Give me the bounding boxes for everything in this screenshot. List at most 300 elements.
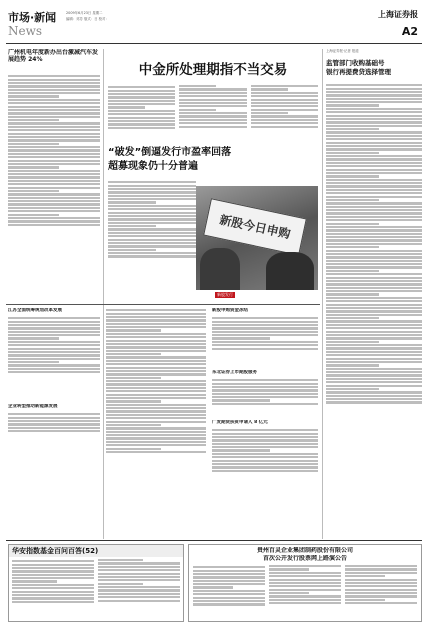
text-line	[326, 128, 379, 130]
text-line	[12, 587, 94, 589]
text-line	[326, 293, 379, 295]
text-line	[326, 341, 379, 343]
date-line: 2009年6月23日 星期二	[66, 11, 103, 15]
text-line	[179, 122, 246, 124]
text-line	[269, 579, 341, 581]
text-line	[326, 84, 422, 86]
text-line	[108, 235, 196, 237]
left-headline: 广州机电年度新办出台激减汽车发展趋势 24%	[8, 49, 99, 63]
text-line	[212, 383, 318, 385]
text-line	[108, 215, 196, 217]
text-line	[106, 427, 206, 429]
text-line	[12, 570, 94, 572]
text-line	[326, 94, 422, 96]
text-line	[212, 396, 318, 398]
text-line	[108, 225, 156, 227]
text-line	[179, 92, 246, 94]
text-line	[108, 232, 196, 234]
text-line	[326, 189, 422, 191]
text-line	[108, 255, 196, 257]
text-line	[8, 430, 100, 432]
text-line	[326, 246, 379, 248]
text-line	[8, 119, 59, 121]
text-line	[106, 383, 206, 385]
text-line	[326, 297, 422, 299]
text-line	[345, 585, 417, 587]
text-line	[326, 162, 422, 164]
text-line	[326, 253, 422, 255]
text-line	[326, 347, 422, 349]
text-line	[212, 456, 318, 458]
text-line	[326, 192, 422, 194]
text-line	[8, 420, 100, 422]
text-line	[8, 354, 100, 356]
text-line	[8, 126, 100, 128]
text-line	[108, 208, 196, 210]
text-line	[8, 321, 100, 323]
text-line	[251, 119, 318, 121]
text-line	[8, 139, 100, 141]
text-line	[345, 575, 385, 577]
text-line	[326, 179, 422, 181]
text-line	[326, 378, 422, 380]
text-line	[106, 333, 206, 335]
lower-item-5-title: 东北证券上市期股服务	[212, 370, 257, 375]
text-line	[106, 387, 206, 389]
photo-figure-2	[266, 252, 314, 290]
text-line	[179, 95, 246, 97]
text-line	[106, 340, 206, 342]
text-line	[106, 373, 206, 375]
text-line	[326, 202, 422, 204]
text-line	[326, 223, 379, 225]
text-line	[345, 602, 417, 604]
text-line	[106, 356, 206, 358]
text-line	[212, 321, 318, 323]
lower-item-3-body	[212, 316, 318, 366]
text-line	[193, 580, 265, 582]
text-line	[98, 589, 180, 591]
text-line	[212, 393, 318, 395]
text-line	[326, 233, 422, 235]
text-line	[108, 218, 196, 220]
ad-left-title: 华安指数基金百问百答(52)	[9, 545, 183, 557]
text-line	[269, 595, 341, 597]
text-line	[251, 99, 318, 101]
text-line	[98, 583, 143, 585]
text-line	[269, 572, 341, 574]
text-line	[193, 570, 265, 572]
text-line	[106, 417, 206, 419]
text-line	[326, 121, 422, 123]
text-line	[108, 185, 196, 187]
text-line	[98, 566, 180, 568]
text-line	[98, 586, 180, 588]
text-line	[326, 331, 422, 333]
text-line	[8, 327, 100, 329]
lower-col-3	[212, 308, 318, 538]
text-line	[326, 158, 422, 160]
masthead-rule	[6, 43, 422, 44]
text-line	[106, 309, 206, 311]
text-line	[212, 429, 318, 431]
text-line	[108, 120, 175, 122]
text-line	[179, 105, 246, 107]
text-line	[269, 599, 341, 601]
text-line	[8, 106, 100, 108]
text-line	[106, 329, 161, 331]
text-line	[193, 573, 265, 575]
text-line	[8, 344, 100, 346]
text-line	[193, 593, 265, 595]
text-line	[108, 106, 145, 108]
text-line	[326, 165, 422, 167]
text-line	[193, 566, 265, 568]
text-line	[108, 117, 175, 119]
lower-rule	[6, 304, 320, 305]
text-line	[326, 368, 422, 370]
ad-right-body	[193, 565, 417, 621]
text-line	[8, 427, 100, 429]
text-line	[106, 448, 161, 450]
text-line	[108, 113, 175, 115]
text-line	[98, 576, 180, 578]
text-line	[108, 195, 196, 197]
text-line	[108, 103, 175, 105]
section-title: 市场·新闻	[8, 11, 57, 24]
right-headline-1: 监管部门收购基础号	[326, 59, 385, 67]
text-line	[8, 423, 100, 425]
text-line	[326, 185, 422, 187]
text-line	[326, 212, 422, 214]
text-line	[326, 175, 379, 177]
text-line	[12, 560, 94, 562]
text-line	[326, 125, 422, 127]
text-line	[212, 379, 318, 381]
left-body	[8, 74, 100, 284]
text-line	[326, 169, 422, 171]
text-line	[8, 156, 100, 158]
text-line	[12, 574, 94, 576]
text-line	[251, 126, 318, 128]
text-line	[106, 343, 206, 345]
text-line	[8, 351, 100, 353]
text-line	[8, 99, 100, 101]
text-line	[8, 163, 100, 165]
text-line	[326, 398, 422, 400]
text-line	[326, 229, 422, 231]
text-line	[106, 441, 206, 443]
text-line	[326, 91, 422, 93]
text-line	[326, 364, 379, 366]
text-line	[326, 374, 422, 376]
text-line	[193, 597, 265, 599]
text-line	[345, 582, 417, 584]
text-line	[326, 361, 422, 363]
text-line	[8, 193, 100, 195]
text-line	[8, 112, 100, 114]
text-line	[251, 92, 318, 94]
text-line	[193, 583, 265, 585]
text-line	[8, 183, 100, 185]
text-line	[269, 589, 341, 591]
text-line	[269, 568, 309, 570]
text-line	[212, 399, 270, 401]
text-line	[193, 576, 265, 578]
text-line	[326, 182, 422, 184]
text-line	[212, 334, 318, 336]
text-line	[12, 584, 94, 586]
text-line	[8, 190, 59, 192]
text-line	[106, 350, 206, 352]
text-line	[8, 341, 100, 343]
text-line	[345, 599, 385, 601]
photo-figure	[200, 248, 240, 290]
text-line	[108, 242, 196, 244]
text-line	[8, 92, 100, 94]
text-line	[8, 95, 59, 97]
text-line	[108, 110, 175, 112]
text-line	[108, 127, 175, 129]
text-line	[106, 380, 206, 382]
right-body	[326, 83, 422, 523]
story2-headline-1: “破发”倒逼发行市盈率回落	[108, 147, 232, 158]
text-line	[179, 102, 246, 104]
text-line	[326, 101, 422, 103]
text-line	[8, 224, 100, 226]
text-line	[179, 112, 246, 114]
text-line	[108, 90, 175, 92]
editor-line: 编辑：邓芳 版式：日 校对：	[66, 17, 109, 21]
text-line	[326, 226, 422, 228]
text-line	[106, 346, 206, 348]
text-line	[326, 385, 422, 387]
text-line	[251, 115, 318, 117]
text-line	[326, 283, 422, 285]
text-line	[345, 595, 417, 597]
text-line	[106, 370, 206, 372]
text-line	[326, 273, 422, 275]
text-line	[98, 562, 180, 564]
text-line	[326, 280, 422, 282]
text-line	[8, 361, 59, 363]
text-line	[326, 131, 422, 133]
text-line	[326, 358, 422, 360]
text-line	[108, 212, 196, 214]
text-line	[326, 118, 422, 120]
text-line	[212, 470, 318, 472]
text-line	[8, 166, 59, 168]
text-line	[8, 129, 100, 131]
text-line	[212, 446, 318, 448]
text-line	[212, 386, 318, 388]
text-line	[8, 136, 100, 138]
text-line	[8, 149, 100, 151]
text-line	[193, 603, 265, 605]
text-line	[269, 602, 341, 604]
bottom-rule	[6, 540, 422, 541]
text-line	[326, 209, 422, 211]
text-line	[98, 569, 180, 571]
text-line	[326, 324, 422, 326]
ad-right	[188, 544, 422, 622]
text-line	[326, 371, 422, 373]
text-line	[326, 138, 422, 140]
text-line	[251, 112, 288, 114]
text-line	[98, 593, 180, 595]
text-line	[8, 217, 100, 219]
text-line	[12, 564, 94, 566]
text-line	[269, 585, 341, 587]
text-line	[106, 451, 206, 453]
text-line	[8, 79, 100, 81]
right-column	[326, 49, 422, 539]
text-line	[212, 389, 318, 391]
text-line	[212, 433, 318, 435]
text-line	[12, 580, 57, 582]
text-line	[8, 200, 100, 202]
text-line	[8, 220, 100, 222]
text-line	[193, 590, 265, 592]
text-line	[8, 75, 100, 77]
text-line	[108, 93, 175, 95]
text-line	[108, 222, 196, 224]
text-line	[326, 115, 422, 117]
text-line	[8, 89, 100, 91]
text-line	[269, 575, 341, 577]
text-line	[251, 95, 318, 97]
text-line	[108, 181, 196, 183]
text-line	[8, 133, 100, 135]
text-line	[326, 98, 422, 100]
ad-left	[8, 544, 184, 622]
text-line	[326, 239, 422, 241]
text-line	[8, 153, 100, 155]
text-line	[326, 304, 422, 306]
text-line	[8, 85, 100, 87]
text-line	[12, 597, 94, 599]
text-line	[193, 600, 265, 602]
text-line	[98, 573, 180, 575]
lower-item-4-title: 广发期货扶贫申请人 8 亿元	[212, 420, 268, 425]
text-line	[326, 320, 422, 322]
text-line	[108, 188, 196, 190]
right-headline-2: 银行再提费贷选择管理	[326, 68, 391, 76]
text-line	[212, 331, 318, 333]
text-line	[8, 197, 100, 199]
text-line	[106, 437, 206, 439]
text-line	[106, 377, 161, 379]
ad-right-title-2: 首次公开发行股票网上路演公告	[262, 555, 347, 562]
text-line	[212, 403, 318, 405]
text-line	[8, 109, 100, 111]
text-line	[8, 82, 100, 84]
text-line	[326, 196, 422, 198]
lower-section	[8, 308, 318, 538]
text-line	[8, 210, 100, 212]
text-line	[8, 207, 100, 209]
lower-item-1-title: 江苏全面统筹规划改革发展	[8, 308, 62, 313]
text-line	[8, 364, 100, 366]
text-line	[106, 316, 206, 318]
paper-name: 上海证券报	[378, 9, 418, 19]
text-line	[179, 119, 246, 121]
text-line	[8, 176, 100, 178]
text-line	[212, 460, 318, 462]
text-line	[179, 109, 216, 111]
lower-item-2-title: 企业转型推动新能源发展	[8, 404, 58, 409]
text-line	[212, 453, 318, 455]
text-line	[106, 363, 206, 365]
text-line	[251, 109, 318, 111]
text-line	[106, 353, 161, 355]
ad-right-title-1: 贵州百灵企业集团制药股份有限公司	[256, 547, 353, 554]
text-line	[98, 559, 143, 561]
left-column	[8, 49, 100, 289]
lower-col-2	[106, 308, 206, 538]
text-line	[212, 436, 318, 438]
text-line	[108, 96, 175, 98]
text-line	[179, 126, 246, 128]
text-line	[326, 337, 422, 339]
lower-item-3-title: 新股申购资金冻结	[212, 308, 248, 313]
text-line	[326, 108, 422, 110]
lower-item-5-body	[212, 378, 318, 416]
text-line	[8, 348, 100, 350]
text-line	[326, 277, 422, 279]
text-line	[108, 198, 196, 200]
text-line	[326, 270, 379, 272]
text-line	[326, 317, 379, 319]
text-line	[326, 104, 379, 106]
text-line	[326, 334, 422, 336]
text-line	[345, 568, 417, 570]
text-line	[106, 410, 206, 412]
section-title-en: News	[8, 24, 43, 38]
text-line	[179, 88, 246, 90]
col-divider-right	[322, 49, 323, 539]
text-line	[106, 326, 206, 328]
text-line	[326, 145, 422, 147]
text-line	[8, 116, 100, 118]
text-line	[326, 290, 422, 292]
text-line	[212, 466, 318, 468]
lead-story	[108, 49, 318, 144]
lower-item-4-body	[212, 428, 318, 488]
text-line	[106, 397, 206, 399]
text-line	[106, 421, 206, 423]
text-line	[8, 371, 100, 373]
masthead	[6, 8, 422, 48]
text-line	[106, 367, 206, 369]
photo-caption-tag: 新股发行	[217, 292, 233, 297]
text-line	[8, 146, 100, 148]
text-line	[326, 310, 422, 312]
text-line	[212, 341, 318, 343]
text-line	[212, 449, 270, 451]
text-line	[8, 358, 100, 360]
text-line	[108, 123, 175, 125]
text-line	[193, 586, 233, 588]
text-line	[326, 148, 422, 150]
text-line	[8, 413, 100, 415]
text-line	[326, 388, 379, 390]
text-line	[179, 85, 216, 87]
text-line	[108, 100, 175, 102]
text-line	[8, 160, 100, 162]
text-line	[269, 582, 341, 584]
text-line	[106, 414, 206, 416]
